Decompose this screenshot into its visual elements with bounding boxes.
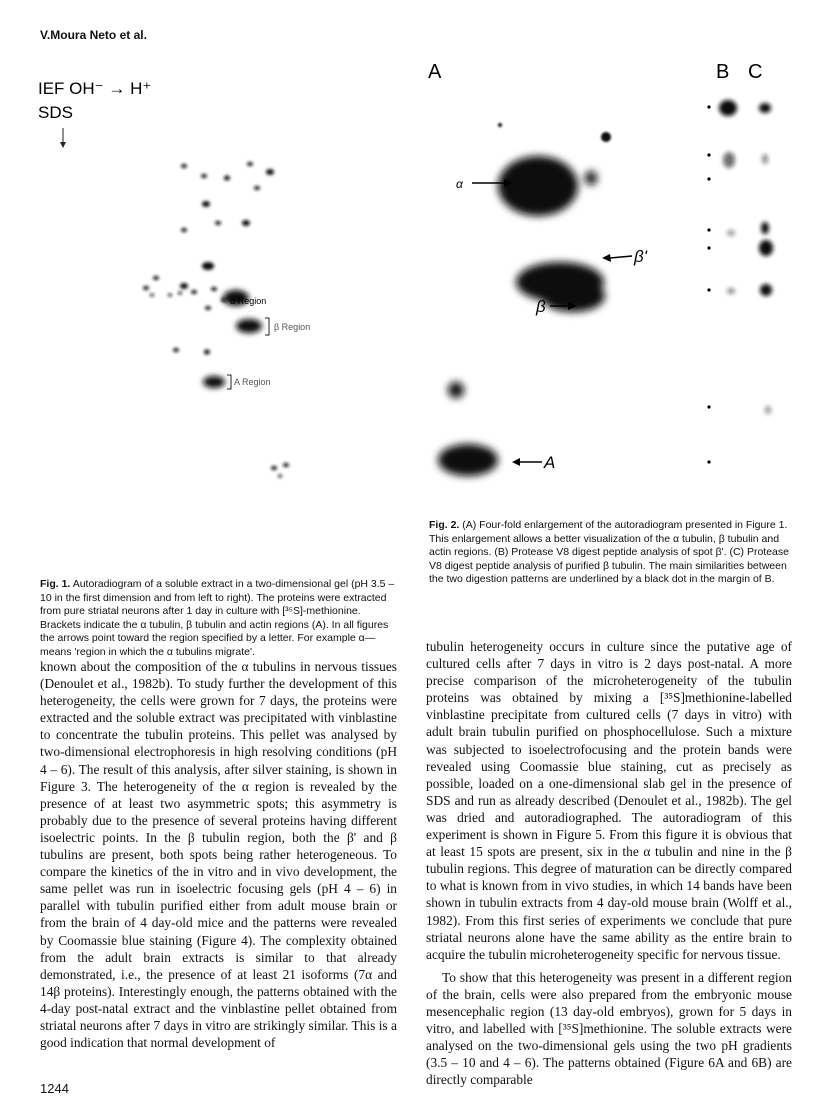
beta-region-label: β Region [274, 322, 311, 332]
figure-2 [420, 58, 800, 508]
beta-arrow-label: β [536, 297, 546, 316]
sds-axis-label: SDS [38, 103, 73, 122]
gel-spots [143, 162, 289, 478]
page-number: 1244 [40, 1081, 69, 1096]
actin-arrow-label: A [544, 453, 556, 472]
running-head: V.Moura Neto et al. [40, 28, 147, 42]
figure-1-gel [34, 60, 400, 570]
sds-arrowhead-icon [60, 142, 66, 148]
actin-region-label: A Region [234, 377, 271, 387]
beta-bracket-icon [265, 318, 269, 335]
figure-1-caption [40, 578, 397, 659]
alpha-region-label: α Region [230, 296, 267, 306]
panel-c-label: C [748, 61, 763, 83]
panel-a-spots [438, 156, 605, 476]
actin-bracket-icon [227, 375, 231, 389]
margin-dots [707, 105, 710, 463]
left-column-paragraph: known about the composition of the α tubulins in nervous tissues (Denoulet et al., 1982b). To study further the development of this heterogeneity, the cells were grown for 7 days, the proteins were extracted and the soluble extract was precipitated with vinblastine to concentrate the tubulin proteins. This pellet was analysed by two-dimensional electrophoresis in high resolving conditions (pH 4 – 6). The result of this analysis, after silver staining, is shown in Figure 3. The heterogeneity of the α region is revealed by the presence of at least two asymmetric spots; this asymmetry is probably due to the presence of several proteins having different isoelectric points. In the β tubulin region, both the β' and β tubulins are present, both spots being rather heterogeneous. To compare the kinetics of the in vitro and in vivo development, the same pellet was run in isoelectric focusing gels (pH 4 – 6) in parallel with tubulin purified either from adult mouse brain or from the brain of 4 day-old mice and the patterns were revealed by Coomassie blue staining (Figure 4). The complexity obtained from the adult brain extracts is similar to that already demonstrated, i.e., the presence of at least 21 isoforms (7α and 14β proteins). Interestingly enough, the patterns obtained with the 4-day post-natal extract and the vinblastine pellet obtained from striatal neurons after 7 days in vitro are strikingly similar. This is a good indication that normal development of [40, 659, 397, 1051]
right-column [426, 638, 792, 1088]
actin-arrowhead-icon [512, 458, 520, 466]
panel-b-label: B [716, 61, 730, 83]
figure-1 [34, 60, 400, 570]
panel-a-label: A [428, 61, 442, 83]
figure-1-caption-text: Autoradiogram of a soluble extract in a two-dimensional gel (pH 3.5 – 10 in the first dimension and from left to right). The proteins were extracted from pure striatal neurons after 1 day in culture with [³⁵S]-methionine. Brackets indicate the α tubulin, β tubulin and actin regions (A). In all figures the arrows point toward the region specified by a letter. For example α— means 'region in which the α tubulins migrate'. [40, 578, 395, 658]
right-column-paragraph-1: tubulin heterogeneity occurs in culture since the putative age of cultured cells after 7 days in vitro is 2 days post-natal. A more precise comparison of the microheterogeneity of the tubulin proteins was obtained by mixing a [³⁵S]methionine-labelled vinblastine precipitate from cultured cells (7 days in vitro) with adult brain tubulin purified on phosphocellulose. Such a mixture was subjected to isoelectrofocusing and the protein bands were revealed using Coomassie blue staining, cut as precisely as possible, loaded on a one-dimensional slab gel in the presence of SDS and run as already described (Denoulet et al., 1982b). The gel was dried and autoradiographed. The autoradiogram of this experiment is shown in Figure 5. From this figure it is obvious that at least 15 spots are present, six in the α tubulin and nine in the β tubulin regions. This degree of maturation can be directly compared to what is known from in vivo studies, in which 14 bands have been shown in tubulin extracts from 4 day-old mouse brain (Wolff et al., 1982). From this first series of experiments we conclude that pure striatal neurons alone have the same ability as the entire brain to acquire the tubulin microheterogeneity specific for nervous tissue. [426, 639, 792, 962]
beta-prime-arrowhead-icon [602, 254, 611, 262]
figure-2-caption [429, 519, 793, 587]
beta-prime-arrow-icon [610, 256, 632, 258]
lane-c-bands [759, 103, 773, 414]
ief-axis-label: IEF OH⁻ → H⁺ [38, 79, 152, 98]
figure-2-gels [420, 58, 800, 508]
alpha-arrow-label: α [456, 177, 463, 191]
beta-prime-arrow-label: β' [634, 247, 647, 266]
panel-a-small-spots [498, 123, 611, 142]
lane-b-bands [719, 100, 737, 294]
figure-1-caption-label: Fig. 1. [40, 578, 71, 590]
figure-2-caption-text: (A) Four-fold enlargement of the autoradiogram presented in Figure 1. This enlargement allows a better visualization of the α tubulin, β tubulin and actin regions. (B) Protease V8 digest peptide analysis of spot β'. (C) Protease V8 digest peptide analysis of purified β tubulin. The main similarities between the two digestion patterns are underlined by a black dot in the margin of B. [429, 519, 789, 585]
left-column [40, 658, 397, 1051]
right-column-paragraph-2: To show that this heterogeneity was present in a different region of the brain, cells were also prepared from the embryonic mouse mesencephalic region (13 day-old embryos), grown for 5 days in vitro, and labelled with [³⁵S]methionine. The soluble extracts were analysed on the two-dimensional gels using the two pH gradients (3.5 – 10 and 4 – 6). The patterns obtained (Figure 6A and 6B) are directly comparable [426, 969, 792, 1088]
figure-2-caption-label: Fig. 2. [429, 519, 460, 531]
